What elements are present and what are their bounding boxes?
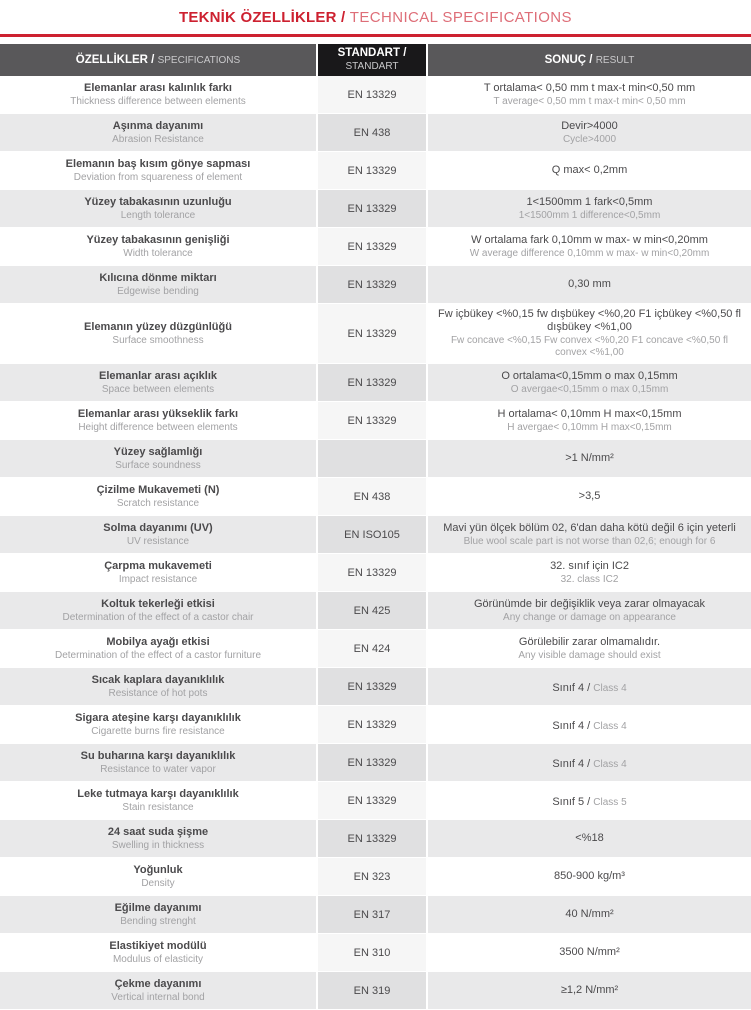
spec-cell (0, 440, 318, 477)
table-row (0, 554, 751, 592)
result-turkish: Q max< 0,2mm (551, 164, 628, 176)
table-row (0, 896, 751, 934)
spec-name-turkish: Çizilme Mukavemeti (N) (96, 483, 220, 496)
spec-name-english: UV resistance (126, 535, 190, 547)
result-turkish: H ortalama< 0,10mm H max<0,15mm (497, 407, 682, 420)
standard-cell (318, 364, 428, 401)
result-turkish: Görülebilir zarar olmamalıdır. (518, 635, 661, 648)
standard-value: EN 13329 (347, 376, 397, 389)
result-turkish: T ortalama< 0,50 mm t max-t min<0,50 mm (483, 81, 696, 94)
spec-name-english: Determination of the effect of a castor furniture (54, 649, 262, 661)
spec-name-turkish: Leke tutmaya karşı dayanıklılık (77, 787, 239, 800)
result-cell (428, 896, 751, 933)
spec-name-turkish: Elemanlar arası yükseklik farkı (77, 407, 239, 420)
result-cell (428, 972, 751, 1009)
spec-name-english: Width tolerance (123, 247, 193, 259)
standard-value: EN 13329 (347, 566, 397, 579)
spec-name-turkish: Su buharına karşı dayanıklılık (80, 749, 236, 762)
result-turkish: Sınıf 4 / (552, 719, 594, 732)
result-english: Any change or damage on appearance (503, 611, 676, 623)
spec-cell (0, 972, 318, 1009)
table-row (0, 304, 751, 364)
table-body (0, 76, 751, 1010)
result-turkish: <%18 (575, 832, 604, 844)
result-turkish: 0,30 mm (568, 278, 611, 290)
standard-value: EN 424 (353, 642, 391, 655)
standard-value: EN 13329 (347, 278, 397, 291)
table-row (0, 266, 751, 304)
spec-name-english: Modulus of elasticity (112, 953, 204, 965)
result-cell (428, 364, 751, 401)
spec-name-turkish: Yoğunluk (133, 863, 183, 876)
result-line (438, 716, 741, 734)
spec-name-turkish: Elemanın yüzey düzgünlüğü (84, 320, 232, 333)
table-row (0, 972, 751, 1010)
result-line (438, 792, 741, 810)
result-english: Class 4 (593, 720, 627, 732)
result-cell (428, 668, 751, 705)
result-cell (428, 744, 751, 781)
standard-value: EN 13329 (347, 414, 397, 427)
result-turkish: 850-900 kg/m³ (554, 870, 625, 882)
result-turkish: ≥1,2 N/mm² (560, 984, 619, 996)
standard-cell (318, 190, 428, 227)
standard-value: EN 13329 (347, 327, 397, 340)
header-specifications-english: SPECIFICATIONS (157, 54, 241, 66)
result-cell (428, 782, 751, 819)
spec-name-english: Density (141, 877, 175, 889)
result-turkish: 3500 N/mm² (559, 946, 620, 958)
spec-table (0, 44, 751, 1010)
standard-value: EN 13329 (347, 164, 397, 177)
spec-name-turkish: Sigara ateşine karşı dayanıklılık (75, 711, 241, 724)
standard-value: EN 323 (353, 870, 391, 883)
result-cell (428, 228, 751, 265)
standard-cell (318, 478, 428, 515)
spec-name-turkish: Sıcak kaplara dayanıklılık (91, 673, 225, 686)
standard-cell (318, 934, 428, 971)
result-cell (428, 820, 751, 857)
standard-value: EN 13329 (347, 756, 397, 769)
title-divider (0, 34, 751, 37)
standard-cell (318, 972, 428, 1009)
spec-name-turkish: Çarpma mukavemeti (104, 559, 212, 572)
result-turkish: 32. sınıf için IC2 (550, 559, 629, 572)
spec-cell (0, 782, 318, 819)
spec-cell (0, 858, 318, 895)
result-turkish: Sınıf 4 / (552, 681, 594, 694)
standard-value: EN 310 (353, 946, 391, 959)
table-row (0, 440, 751, 478)
spec-name-english: Height difference between elements (78, 421, 238, 433)
table-header-row (0, 44, 751, 76)
spec-cell (0, 228, 318, 265)
table-row (0, 478, 751, 516)
table-row (0, 668, 751, 706)
spec-name-english: Scratch resistance (116, 497, 200, 509)
spec-cell (0, 896, 318, 933)
spec-name-turkish: Elemanın baş kısım gönye sapması (65, 157, 251, 170)
spec-name-english: Thickness difference between elements (70, 95, 246, 107)
spec-name-turkish: Elemanlar arası açıklık (98, 369, 218, 382)
result-cell (428, 304, 751, 363)
spec-name-english: Edgewise bending (117, 285, 199, 297)
header-standard-turkish: STANDART / (337, 47, 407, 59)
spec-cell (0, 266, 318, 303)
result-turkish: >3,5 (578, 490, 601, 502)
table-row (0, 190, 751, 228)
spec-name-turkish: Solma dayanımı (UV) (103, 521, 213, 534)
result-english: Class 4 (593, 682, 627, 694)
result-turkish: Sınıf 5 / (552, 795, 594, 808)
standard-cell (318, 152, 428, 189)
result-english: Fw concave <%0,15 Fw convex <%0,20 F1 concave <%0,50 fl convex <%1,00 (450, 335, 729, 358)
spec-name-turkish: Yüzey sağlamlığı (113, 445, 203, 458)
spec-name-english: Surface soundness (115, 459, 201, 471)
result-english: Class 4 (593, 758, 627, 770)
header-standard (318, 44, 428, 76)
page-title-turkish: TEKNİK ÖZELLİKLER / (179, 9, 346, 26)
standard-cell (318, 896, 428, 933)
result-line (438, 754, 741, 772)
standard-cell (318, 668, 428, 705)
result-cell (428, 516, 751, 553)
result-turkish: Fw içbükey <%0,15 fw dışbükey <%0,20 F1 içbükey <%0,50 fl dışbükey <%1,00 (438, 308, 741, 333)
standard-value: EN ISO105 (344, 528, 400, 541)
standard-value: EN 13329 (347, 832, 397, 845)
table-row (0, 402, 751, 440)
table-row (0, 152, 751, 190)
spec-name-turkish: Yüzey tabakasının genişliği (86, 233, 230, 246)
standard-cell (318, 440, 428, 477)
spec-cell (0, 402, 318, 439)
standard-cell (318, 820, 428, 857)
spec-cell (0, 76, 318, 113)
spec-name-turkish: Aşınma dayanımı (112, 119, 204, 132)
spec-name-english: Resistance to water vapor (100, 763, 216, 775)
spec-name-english: Length tolerance (120, 209, 196, 221)
result-cell (428, 630, 751, 667)
standard-value: EN 13329 (347, 718, 397, 731)
result-turkish: Devir>4000 (561, 119, 618, 132)
header-result (428, 44, 751, 76)
table-row (0, 228, 751, 266)
table-row (0, 364, 751, 402)
result-english: Class 5 (593, 796, 627, 808)
standard-cell (318, 114, 428, 151)
spec-name-english: Bending strenght (120, 915, 196, 927)
standard-value: EN 438 (353, 126, 391, 139)
result-cell (428, 190, 751, 227)
table-row (0, 934, 751, 972)
spec-name-english: Cigarette burns fire resistance (91, 725, 225, 737)
result-turkish: >1 N/mm² (565, 452, 614, 464)
spec-name-english: Vertical internal bond (111, 991, 205, 1003)
standard-value: EN 13329 (347, 680, 397, 693)
spec-name-turkish: Elastikiyet modülü (109, 939, 207, 952)
result-cell (428, 76, 751, 113)
spec-cell (0, 364, 318, 401)
standard-value: EN 438 (353, 490, 391, 503)
standard-cell (318, 554, 428, 591)
spec-name-turkish: Mobilya ayağı etkisi (106, 635, 210, 648)
spec-cell (0, 190, 318, 227)
spec-cell (0, 152, 318, 189)
spec-name-english: Determination of the effect of a castor chair (62, 611, 254, 623)
standard-cell (318, 858, 428, 895)
result-cell (428, 554, 751, 591)
result-turkish: Sınıf 4 / (552, 757, 594, 770)
spec-cell (0, 478, 318, 515)
standard-cell (318, 592, 428, 629)
result-english: O avergae<0,15mm o max 0,15mm (510, 383, 669, 395)
spec-name-turkish: Çekme dayanımı (114, 977, 202, 990)
result-cell (428, 934, 751, 971)
standard-cell (318, 782, 428, 819)
spec-name-english: Surface smoothness (112, 334, 204, 346)
standard-value: EN 319 (353, 984, 391, 997)
spec-name-english: Abrasion Resistance (112, 133, 204, 145)
result-english: 32. class IC2 (560, 573, 619, 585)
result-turkish: 1<1500mm 1 fark<0,5mm (526, 195, 653, 208)
spec-name-turkish: Kılıcına dönme miktarı (99, 271, 217, 284)
spec-name-turkish: Yüzey tabakasının uzunluğu (84, 195, 232, 208)
spec-cell (0, 744, 318, 781)
spec-name-english: Stain resistance (122, 801, 194, 813)
table-row (0, 516, 751, 554)
result-turkish: W ortalama fark 0,10mm w max- w min<0,20mm (471, 233, 708, 246)
header-standard-english: STANDART (345, 61, 399, 72)
spec-cell (0, 516, 318, 553)
result-cell (428, 592, 751, 629)
table-row (0, 76, 751, 114)
table-row (0, 592, 751, 630)
spec-cell (0, 934, 318, 971)
standard-value: EN 13329 (347, 794, 397, 807)
result-english: H avergae< 0,10mm H max<0,15mm (507, 421, 672, 433)
standard-value: EN 13329 (347, 202, 397, 215)
standard-cell (318, 630, 428, 667)
header-specifications (0, 44, 318, 76)
page-title-english: TECHNICAL SPECIFICATIONS (349, 9, 572, 26)
table-row (0, 782, 751, 820)
result-cell (428, 266, 751, 303)
spec-name-turkish: 24 saat suda şişme (107, 825, 209, 838)
result-turkish: Görünümde bir değişiklik veya zarar olmayacak (473, 597, 706, 610)
table-row (0, 858, 751, 896)
standard-cell (318, 266, 428, 303)
spec-cell (0, 554, 318, 591)
table-row (0, 706, 751, 744)
spec-cell (0, 668, 318, 705)
standard-cell (318, 744, 428, 781)
result-english: Cycle>4000 (562, 133, 617, 145)
result-english: Blue wool scale part is not worse than 02,6; enough for 6 (463, 535, 716, 547)
table-row (0, 114, 751, 152)
standard-cell (318, 228, 428, 265)
table-row (0, 744, 751, 782)
standard-value: EN 13329 (347, 88, 397, 101)
spec-cell (0, 592, 318, 629)
header-result-english: RESULT (595, 54, 635, 66)
header-specifications-turkish: ÖZELLİKLER / (75, 53, 155, 66)
standard-value: EN 317 (353, 908, 391, 921)
spec-name-turkish: Eğilme dayanımı (114, 901, 202, 914)
result-cell (428, 402, 751, 439)
spec-name-english: Space between elements (101, 383, 215, 395)
result-cell (428, 478, 751, 515)
spec-name-english: Impact resistance (118, 573, 198, 585)
spec-name-turkish: Elemanlar arası kalınlık farkı (84, 81, 232, 94)
result-english: 1<1500mm 1 difference<0,5mm (518, 209, 661, 221)
table-row (0, 630, 751, 668)
page-title (0, 0, 751, 34)
result-line (438, 678, 741, 696)
spec-cell (0, 304, 318, 363)
standard-cell (318, 402, 428, 439)
standard-value: EN 425 (353, 604, 391, 617)
header-result-turkish: SONUÇ / (544, 53, 593, 66)
result-cell (428, 858, 751, 895)
spec-cell (0, 114, 318, 151)
result-cell (428, 706, 751, 743)
result-english: Any visible damage should exist (518, 649, 661, 661)
standard-cell (318, 706, 428, 743)
standard-cell (318, 516, 428, 553)
spec-name-english: Swelling in thickness (111, 839, 205, 851)
spec-cell (0, 820, 318, 857)
spec-name-english: Resistance of hot pots (108, 687, 208, 699)
spec-cell (0, 630, 318, 667)
result-turkish: Mavi yün ölçek bölüm 02, 6'dan daha kötü değil 6 için yeterli (443, 521, 736, 534)
standard-cell (318, 304, 428, 363)
result-english: T average< 0,50 mm t max-t min< 0,50 mm (493, 95, 686, 107)
result-cell (428, 152, 751, 189)
standard-value: EN 13329 (347, 240, 397, 253)
table-row (0, 820, 751, 858)
result-cell (428, 114, 751, 151)
result-turkish: O ortalama<0,15mm o max 0,15mm (501, 369, 678, 382)
standard-cell (318, 76, 428, 113)
spec-name-turkish: Koltuk tekerleği etkisi (101, 597, 215, 610)
spec-cell (0, 706, 318, 743)
result-english: W average difference 0,10mm w max- w min<0,20mm (469, 247, 710, 259)
result-cell (428, 440, 751, 477)
result-turkish: 40 N/mm² (565, 908, 614, 920)
spec-name-english: Deviation from squareness of element (73, 171, 243, 183)
